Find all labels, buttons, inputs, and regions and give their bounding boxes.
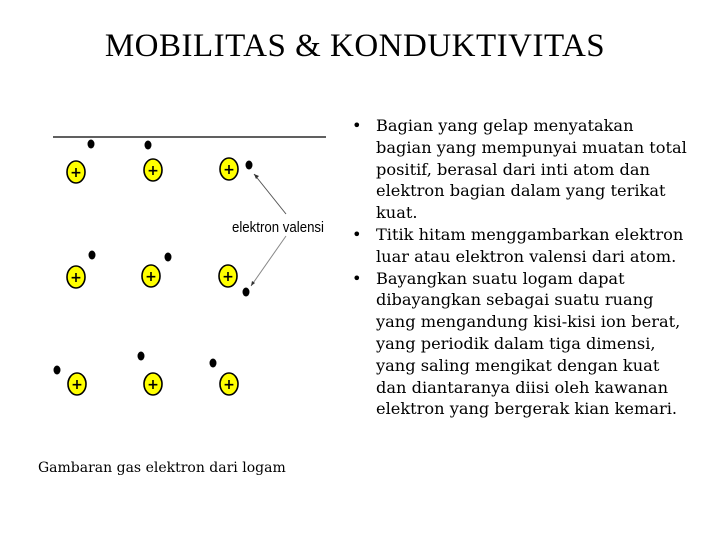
plus-icon: + xyxy=(145,269,157,285)
positive-ion xyxy=(67,161,85,183)
electron-dot xyxy=(138,352,145,361)
bullet-icon: • xyxy=(352,224,362,244)
positive-ion xyxy=(220,158,238,180)
electron-dot xyxy=(210,359,217,368)
bullet-text: Titik hitam menggambarkan elektron luar atau elektron valensi dari atom. xyxy=(376,224,684,266)
positive-ion xyxy=(144,159,162,181)
positive-ion xyxy=(142,265,160,287)
electron-dot xyxy=(54,366,61,375)
plus-icon: + xyxy=(222,269,234,285)
electron-valence-label: elektron valensi xyxy=(232,219,324,236)
bullet-icon: • xyxy=(352,116,362,135)
plus-icon: + xyxy=(70,165,82,181)
bullet-item xyxy=(352,224,692,268)
bullet-icon: • xyxy=(352,268,362,288)
bullet-item xyxy=(352,115,692,224)
arrow-line-upper xyxy=(254,174,286,214)
positive-ion xyxy=(220,373,238,395)
positive-ion xyxy=(144,373,162,395)
bullet-list xyxy=(352,115,692,420)
plus-icon: + xyxy=(147,163,159,179)
positive-ion xyxy=(68,373,86,395)
positive-ion xyxy=(219,265,237,287)
plus-icon: + xyxy=(71,377,83,393)
plus-icon: + xyxy=(70,270,82,286)
positive-ion xyxy=(67,266,85,288)
electron-dot xyxy=(165,253,172,262)
slide-title: MOBILITAS & KONDUKTIVITAS xyxy=(104,28,606,64)
bullet-text: Bagian yang gelap menyatakan bagian yang mempunyai muatan total positif, berasal dari inti atom dan elektron bagian dalam yang terikat kuat. xyxy=(376,116,687,223)
electron-dot xyxy=(243,288,250,297)
arrow-line-lower xyxy=(251,236,286,286)
bullet-text: Bayangkan suatu logam dapat dibayangkan sebagai suatu ruang yang mengandung kisi-kisi ion berat, yang periodik dalam tiga dimensi, yang saling mengikat dengan kuat dan diantaranya diisi oleh kawanan elektron yang bergerak kian kemari. xyxy=(376,268,681,419)
plus-icon: + xyxy=(223,162,235,178)
plus-icon: + xyxy=(223,377,235,393)
electron-dot xyxy=(89,251,96,260)
electron-dot xyxy=(145,141,152,150)
electron-dot xyxy=(246,161,253,170)
plus-icon: + xyxy=(147,377,159,393)
electron-dot xyxy=(88,140,95,149)
arrow-head-upper xyxy=(254,174,259,179)
figure-caption: Gambaran gas elektron dari logam xyxy=(38,460,286,476)
bullet-item xyxy=(352,268,692,421)
